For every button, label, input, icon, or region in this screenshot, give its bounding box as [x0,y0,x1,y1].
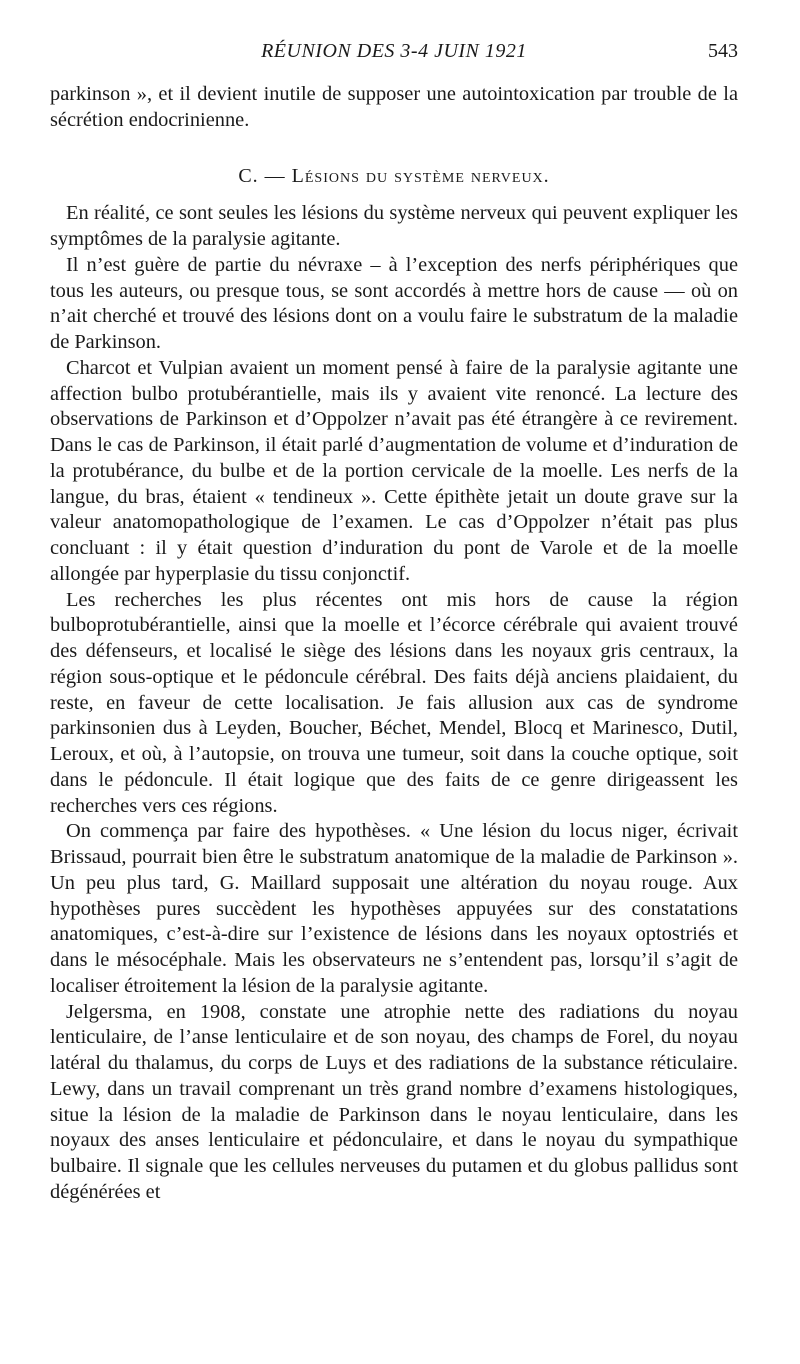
paragraph: Charcot et Vulpian avaient un moment pensé à faire de la paralysie agitante une affection bulbo protubérantielle, mais ils y avaient vite renoncé. La lecture des observations de Parkinson et d’Oppolzer n’avait pas été étrangère à ce revirement. Dans le cas de Parkinson, il était parlé d’augmentation de volume et d’induration de la protubérance, du bulbe et de la portion cervicale de la moelle. Les nerfs de la langue, du bras, étaient « tendineux ». Cette épithète jetait un doute grave sur la valeur anatomopathologique de l’examen. Le cas d’Oppolzer n’était pas plus concluant : il y était question d’induration du pont de Varole et de la moelle allongée par hyperplasie du tissu conjonctif. [50,356,738,585]
body-text [50,82,738,1206]
paragraph: En réalité, ce sont seules les lésions du système nerveux qui peuvent expliquer les symptômes de la paralysie agitante. [50,202,738,250]
section-heading: C. — Lésions du système nerveux. [238,164,550,187]
paragraph-continued: parkinson », et il devient inutile de supposer une autointoxication par trouble de la sécrétion endocrinienne. [50,83,738,131]
running-title: RÉUNION DES 3-4 JUIN 1921 [261,40,527,62]
paragraph: Jelgersma, en 1908, constate une atrophie nette des radiations du noyau lenticulaire, de l’anse lenticulaire et de son noyau, des champs de Forel, du noyau latéral du thalamus, du corps de Luys et des radiations de la substance réticulaire. Lewy, dans un travail comprenant un très grand nombre d’examens histologiques, situe la lésion de la maladie de Parkinson dans le noyau lenticulaire, dans les noyaux des anses lenticulaire et pédonculaire, et dans le noyau du sympathique bulbaire. Il signale que les cellules nerveuses du putamen et du globus pallidus sont dégénérées et [50,1000,738,1203]
paragraph: Il n’est guère de partie du névraxe – à l’exception des nerfs périphériques que tous les auteurs, ou presque tous, se sont accordés à mettre hors de cause — où on n’ait cherché et trouvé des lésions dont on a voulu faire le substratum de la maladie de Parkinson. [50,253,738,353]
paragraph: Les recherches les plus récentes ont mis hors de cause la région bulboprotubérantielle, ainsi que la moelle et l’écorce cérébrale qui avaient trouvé des défenseurs, et localisé le siège des lésions dans les noyaux gris centraux, la région sous-optique et le pédoncule cérébral. Des faits déjà anciens plaidaient, du reste, en faveur de cette localisation. Je fais allusion aux cas de syndrome parkinsonien dus à Leyden, Boucher, Béchet, Mendel, Blocq et Marinesco, Dutil, Leroux, et où, à l’autopsie, on trouva une tumeur, soit dans la couche optique, soit dans le pédoncule. Il était logique que des faits de ce genre dirigeassent les recherches vers ces régions. [50,588,738,817]
page-header [50,40,738,70]
page-number: 543 [708,40,738,62]
paragraph: On commença par faire des hypothèses. « Une lésion du locus niger, écrivait Brissaud, pourrait bien être le substratum anatomique de la maladie de Parkinson ». Un peu plus tard, G. Maillard supposait une altération du noyau rouge. Aux hypothèses pures succèdent les hypothèses appuyées sur des constatations anatomiques, c’est-à-dire sur l’existence de lésions dans les noyaux optostriés et dans le mésocéphale. Mais les observateurs ne s’entendent pas, lorsqu’il s’agit de localiser étroitement la lésion de la paralysie agitante. [50,820,738,997]
